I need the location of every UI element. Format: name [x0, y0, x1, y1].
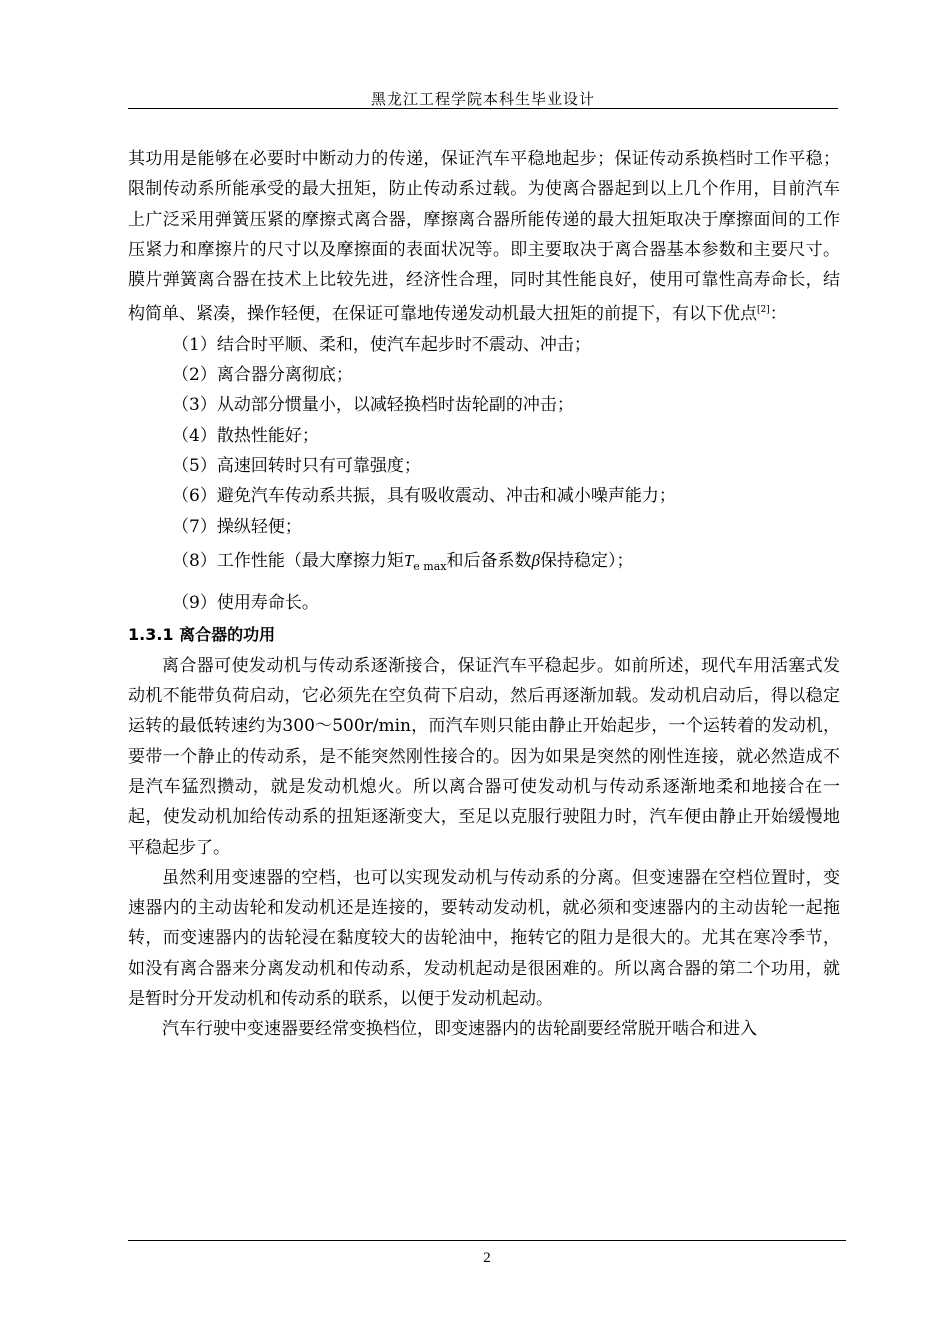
item8-mid: 和后备系数 [446, 550, 532, 571]
running-header-title: 黑龙江工程学院本科生毕业设计 [370, 90, 595, 108]
list-item: （9）使用寿命长。 [172, 593, 319, 614]
list-item: （6）避免汽车传动系共振，具有吸收震动、冲击和减小噪声能力； [172, 486, 676, 507]
footer-rule [128, 1240, 846, 1241]
beta-symbol: β [531, 550, 540, 570]
list-item-formula [128, 546, 840, 582]
section-heading: 1.3.1 离合器的功用 [128, 625, 276, 645]
intro-paragraph [128, 144, 840, 330]
list-item: （4）散热性能好； [172, 425, 319, 446]
paragraph-3: 汽车行驶中变速器要经常变换档位，即变速器内的齿轮副要经常脱开啮合和进入 [162, 1019, 757, 1040]
citation-ref: [2] [757, 305, 770, 316]
torque-symbol: T [403, 550, 414, 570]
list-item: （3）从动部分惯量小，以减轻换档时齿轮副的冲击； [172, 395, 574, 416]
body-text [128, 144, 840, 1045]
intro-text: 其功用是能够在必要时中断动力的传递，保证汽车平稳地起步；保证传动系换档时工作平稳；限制传动系所能承受的最大扭矩，防止传动系过载。为使离合器起到以上几个作用，目前汽车上广泛采用弹簧压紧的摩擦式离合器，摩擦离合器所能传递的最大扭矩取决于摩擦面间的工作压紧力和摩擦片的尺寸以及摩擦面的表面状况等。即主要取决于离合器基本参数和主要尺寸。膜片弹簧离合器在技术上比较先进，经济性合理，同时其性能良好，使用可靠性高寿命长，结构简单、紧凑，操作轻便，在保证可靠地传递发动机最大扭矩的前提下，有以下优点 [128, 149, 840, 325]
page-number: 2 [483, 1250, 491, 1266]
item8-prefix: （8）工作性能（最大摩擦力矩 [172, 550, 404, 571]
item8-suffix: 保持稳定）； [539, 550, 634, 571]
list-item: （7）操纵轻便； [172, 516, 302, 537]
intro-end: ： [769, 304, 787, 325]
header-rule [128, 108, 838, 109]
list-item: （2）离合器分离彻底； [172, 365, 353, 386]
list-item: （5）高速回转时只有可靠强度； [172, 455, 421, 476]
list-item: （1）结合时平顺、柔和，使汽车起步时不震动、冲击； [172, 334, 591, 355]
paragraph-1: 离合器可使发动机与传动系逐渐接合，保证汽车平稳起步。如前所述，现代车用活塞式发动机不能带负荷启动，它必须先在空负荷下启动，然后再逐渐加载。发动机启动后，得以稳定运转的最低转速约为300～500r/min，而汽车则只能由静止开始起步，一个运转着的发动机，要带一个静止的传动系，是不能突然刚性接合的。因为如果是突然的刚性连接，就必然造成不是汽车猛烈攒动，就是发动机熄火。所以离合器可使发动机与传动系逐渐地柔和地接合在一起，使发动机加给传动系的扭矩逐渐变大，至足以克服行驶阻力时，汽车便由静止开始缓慢地平稳起步了。 [128, 655, 840, 858]
paragraph-2: 虽然利用变速器的空档，也可以实现发动机与传动系的分离。但变速器在空档位置时，变速器内的主动齿轮和发动机还是连接的，要转动发动机，就必须和变速器内的主动齿轮一起拖转，而变速器内的齿轮浸在黏度较大的齿轮油中，拖转它的阻力是很大的。尤其在寒冷季节，如没有离合器来分离发动机和传动系，发动机起动是很困难的。所以离合器的第二个功用，就是暂时分开发动机和传动系的联系，以便于发动机起动。 [128, 867, 840, 1010]
torque-subscript: e max [413, 559, 447, 573]
